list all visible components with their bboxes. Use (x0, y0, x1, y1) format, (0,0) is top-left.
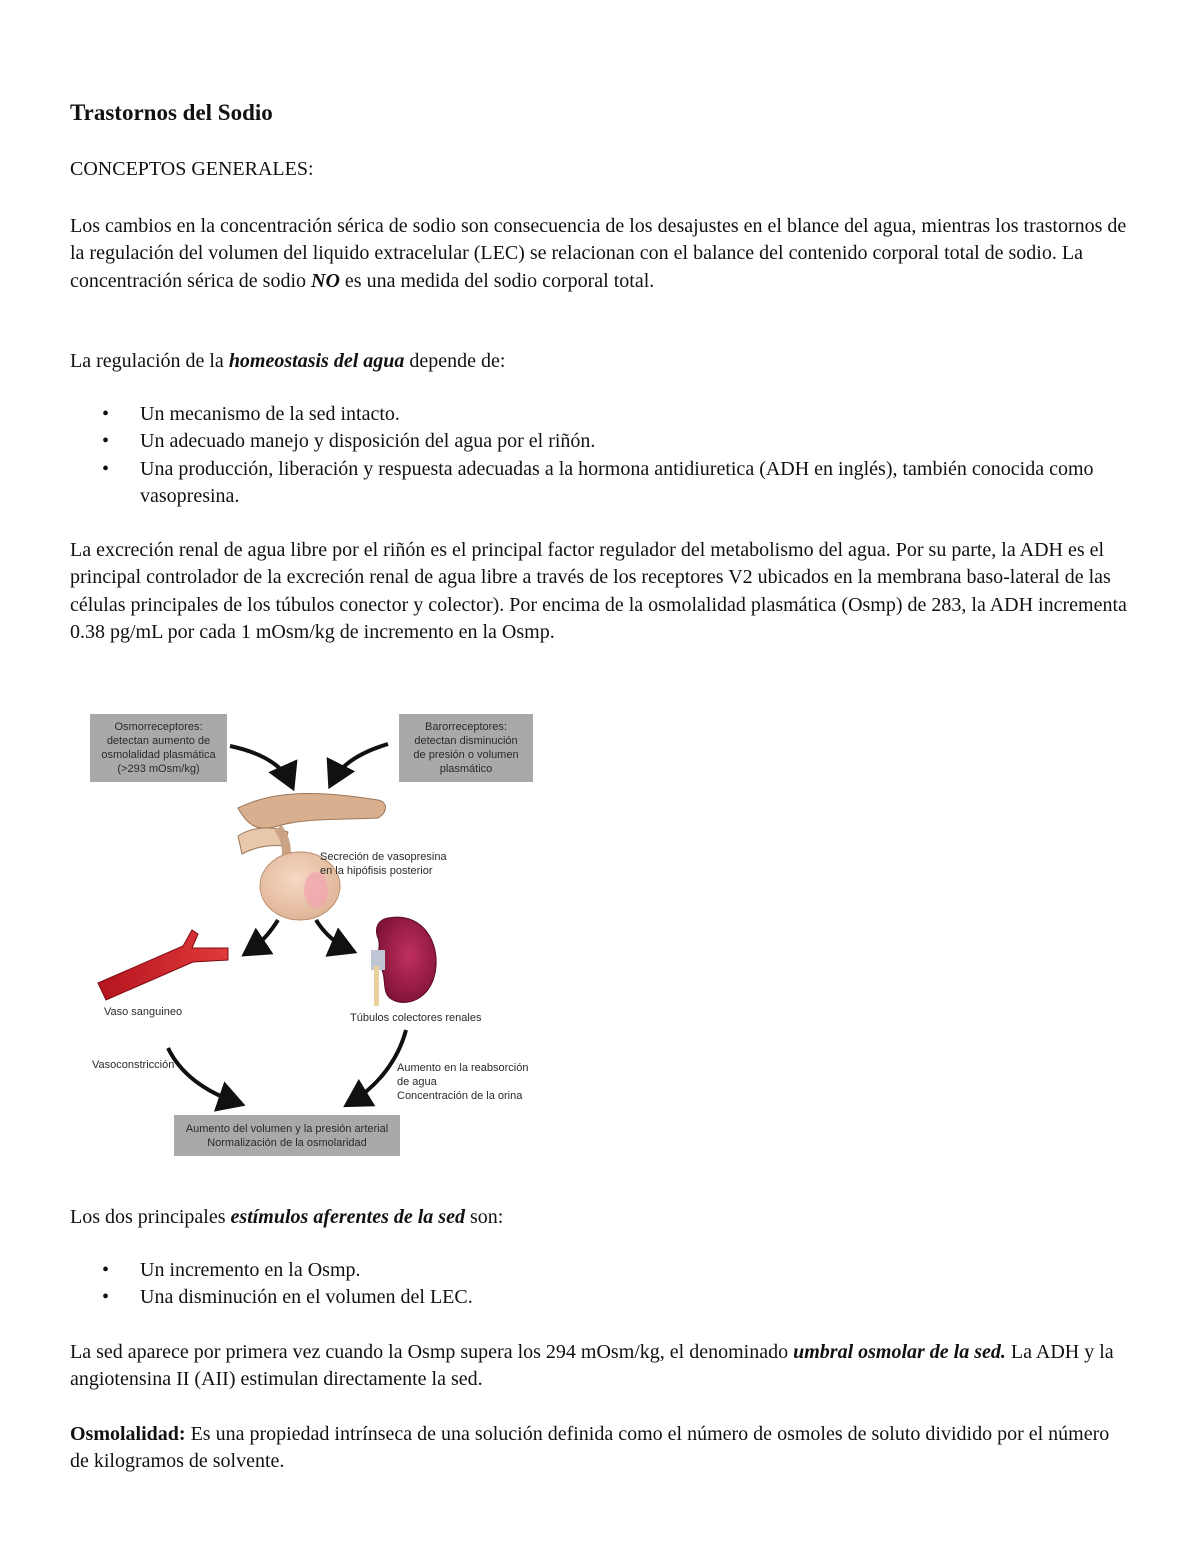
p1-text-after: es una medida del sodio corporal total. (339, 269, 655, 292)
baroreceptors-box (399, 714, 533, 782)
section-heading: CONCEPTOS GENERALES: (70, 158, 314, 180)
osmolality-term: Osmolalidad: (70, 1423, 186, 1445)
p4-text-after: son: (464, 1206, 504, 1228)
reabsorption-line-2: de agua (397, 1076, 437, 1088)
homeostasis-list (70, 401, 1130, 510)
paragraph-sodium-concentration (70, 213, 1130, 295)
p1-emphasis: NO (311, 269, 340, 292)
secretion-label (320, 850, 447, 878)
document-title: Trastornos del Sodio (70, 100, 273, 125)
bullet-icon: • (102, 403, 110, 425)
list-item-text: Una disminución en el volumen del LEC. (140, 1286, 473, 1309)
paragraph-thirst-stimuli (70, 1204, 1130, 1231)
arrow-baroreceptors (332, 744, 388, 782)
kidney-illustration (371, 917, 436, 1006)
p2-text-before: La regulación de la (70, 350, 229, 372)
arrow-osmoreceptors (230, 746, 291, 784)
paragraph-renal-excretion: La excreción renal de agua libre por el riñón es el principal factor regulador del metabolismo del agua. Por su parte, la ADH es el principal controlador de la excreción renal de agua libre a través de los receptores V2 ubicados en la membrana baso-lateral de las células principales de los túbulos conector y colector). Por encima de la osmolalidad plasmática (Osmp) de 283, la ADH incrementa 0.38 pg/mL por cada 1 mOsm/kg de incremento en la Osmp. (70, 539, 1127, 643)
secretion-line-1: Secreción de vasopresina (320, 851, 447, 863)
result-box (174, 1115, 400, 1156)
result-line-1: Aumento del volumen y la presión arterial (185, 1122, 389, 1135)
blood-vessel-illustration (98, 930, 228, 1000)
paragraph-thirst-threshold (70, 1339, 1130, 1394)
arrow-to-vessel (248, 920, 278, 952)
paragraph-water-homeostasis (70, 348, 1130, 375)
secretion-line-2: en la hipófisis posterior (320, 865, 433, 877)
p1-text-before: Los cambios en la concentración sérica de sodio son consecuencia de los desajustes en el blance del agua, mientras los trastornos de la regulación del volumen del liquido extracelular (LEC) se relacionan con el balance del contenido corporal total de sodio. La concentración sérica de sodio (70, 215, 1127, 292)
bullet-icon: • (102, 430, 110, 453)
baro-line-4: plasmático (439, 763, 493, 775)
p4-emphasis: estímulos aferentes de la sed (230, 1206, 465, 1228)
result-line-2: Normalización de la osmolaridad (207, 1136, 367, 1149)
osmolality-definition-text: Es una propiedad intrínseca de una solución definida como el número de osmoles de soluto dividido por el número de kilogramos de solvente. (70, 1423, 1110, 1473)
bullet-icon: • (102, 457, 110, 480)
osmo-line-4: (>293 mOsm/kg) (117, 763, 200, 775)
reabsorption-label (397, 1061, 528, 1103)
osmoreceptors-box (90, 714, 227, 782)
p2-text-after: depende de: (404, 350, 506, 372)
p5-text-before: La sed aparece por primera vez cuando la Osmp supera los 294 mOsm/kg, el denominado (70, 1341, 794, 1363)
vessel-label: Vaso sanguineo (104, 1006, 183, 1018)
list-item (70, 428, 1130, 455)
p4-text-before: Los dos principales (70, 1206, 231, 1228)
list-item-text: Una producción, liberación y respuesta adecuadas a la hormona antidiuretica (ADH en inglés), también conocida como vasopresina. (140, 457, 1094, 507)
osmo-line-2: detectan aumento de (106, 735, 211, 747)
osmo-line-3: osmolalidad plasmática (101, 749, 216, 761)
arrow-to-kidney (316, 920, 350, 950)
adh-regulation-diagram (88, 708, 538, 1163)
tubules-label: Túbulos colectores renales (350, 1012, 482, 1024)
vasoconstriction-label: Vasoconstricción (92, 1059, 175, 1071)
list-item-text: Un adecuado manejo y disposición del agua por el riñón. (140, 430, 596, 453)
paragraph-osmolality-definition (70, 1421, 1130, 1476)
reabsorption-line-1: Aumento en la reabsorción (397, 1062, 529, 1074)
osmo-line-1: Osmorreceptores: (114, 721, 203, 733)
list-item (70, 1257, 1130, 1284)
list-item-text: Un mecanismo de la sed intacto. (140, 403, 400, 425)
p2-emphasis: homeostasis del agua (228, 350, 405, 372)
baro-line-2: detectan disminución (414, 735, 518, 747)
bullet-icon: • (102, 1286, 110, 1309)
list-item-text: Un incremento en la Osmp. (140, 1259, 361, 1281)
baro-line-3: de presión o volumen (413, 749, 519, 761)
p5-text-after: La ADH y la angiotensina II (AII) estimulan directamente la sed. (70, 1341, 1114, 1391)
bullet-icon: • (102, 1259, 110, 1281)
thirst-stimuli-list (70, 1257, 1130, 1312)
baro-line-1: Barorreceptores: (425, 721, 507, 733)
list-item (70, 401, 1130, 428)
list-item (70, 1284, 1130, 1311)
list-item (70, 456, 1130, 511)
arrow-vasoconstriction (168, 1048, 238, 1103)
reabsorption-line-3: Concentración de la orina (397, 1090, 523, 1102)
p5-emphasis: umbral osmolar de la sed. (793, 1341, 1006, 1363)
